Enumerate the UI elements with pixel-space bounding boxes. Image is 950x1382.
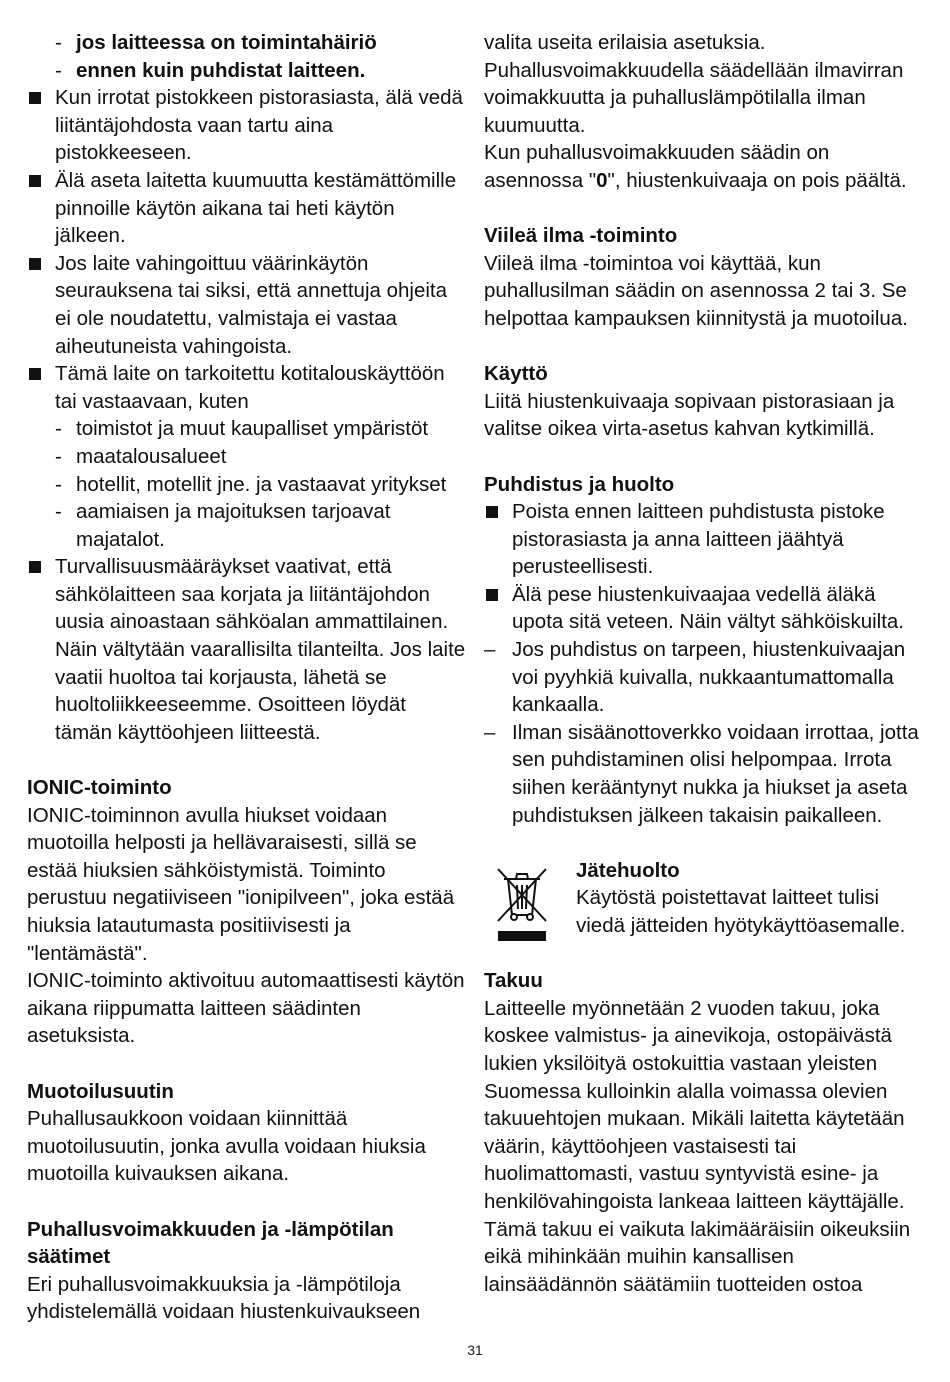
square-bullet-icon	[29, 92, 41, 104]
bullet-item	[27, 84, 467, 167]
sub-item-text: hotellit, motellit jne. ja vastaavat yritykset	[76, 472, 447, 496]
paragraph: Puhallusvoimakkuudella säädellään ilmavirran voimakkuutta ja puhalluslämpötilalla ilman kuumuutta.	[484, 58, 904, 137]
sub-item	[27, 471, 467, 499]
bullet-text: Älä pese hiustenkuivaajaa vedellä äläkä upota sitä veteen. Näin vältyt sähköiskuilta.	[512, 582, 904, 634]
dash-bullet: -	[55, 417, 62, 441]
dash-item-text: Ilman sisäänottoverkko voidaan irrottaa, jotta sen puhdistaminen olisi helpompaa. Irrota siihen kerääntynyt nukka ja hiukset ja aseta puhdistuksen jälkeen takaisin paikalleen.	[512, 720, 919, 827]
section-heading-waste: Jätehuolto	[576, 858, 680, 882]
sub-item-text: maatalousalueet	[76, 444, 227, 468]
paragraph: Viileä ilma -toimintoa voi käyttää, kun puhallusilman säädin on asennossa 2 tai 3. Se helpottaa kampauksen kiinnitystä ja muotoilua.	[484, 251, 908, 330]
sub-item	[27, 498, 467, 553]
dash-item	[484, 719, 924, 829]
paragraph: Liitä hiustenkuivaaja sopivaan pistorasiaan ja valitse oikea virta-asetus kahvan kytkimillä.	[484, 389, 895, 441]
page-number: 31	[467, 1342, 483, 1358]
square-bullet-icon	[29, 258, 41, 270]
setting-value: 0	[596, 168, 608, 192]
bullet-text: Älä aseta laitetta kuumuutta kestämättömille pinnoille käytön aikana tai heti käytön jälkeen.	[55, 168, 457, 248]
paragraph: IONIC-toiminnon avulla hiukset voidaan muotoilla helposti ja hellävaraisesti, sillä se estää hiuksien sähköistymistä. Toiminto perustuu negatiiviseen "ionipilveen", joka estää hiuksia latautumasta positiivisesti ja "lentämästä".	[27, 803, 455, 965]
bullet-item	[484, 581, 924, 636]
sub-item	[27, 57, 467, 85]
sub-item-text: aamiaisen ja majoituksen tarjoavat majatalot.	[76, 500, 391, 551]
paragraph: IONIC-toiminto aktivoituu automaattisesti käytön aikana riippumatta laitteen säädinten asetuksista.	[27, 969, 465, 1048]
left-column	[27, 29, 467, 1326]
bullet-item	[27, 167, 467, 250]
sub-item	[27, 415, 467, 443]
bullet-text: Kun irrotat pistokkeen pistorasiasta, älä vedä liitäntäjohdosta vaan tartu aina pistokkeeseen.	[55, 86, 463, 165]
square-bullet-icon	[29, 561, 41, 573]
section-heading-cool-air: Viileä ilma -toiminto	[484, 224, 678, 248]
paragraph	[484, 139, 924, 194]
bullet-item	[484, 498, 924, 581]
dash-item-text: Jos puhdistus on tarpeen, hiustenkuivaajan voi pyyhkiä kuivalla, nukkaantumattomalla kankaalla.	[512, 638, 906, 717]
paragraph: Puhallusaukkoon voidaan kiinnittää muotoilusuutin, jonka avulla voidaan hiuksia muotoilla kuivauksen aikana.	[27, 1107, 426, 1186]
dash-item	[484, 636, 924, 719]
bullet-item	[27, 553, 467, 746]
square-bullet-icon	[486, 589, 498, 601]
dash-bullet: -	[55, 472, 62, 496]
sub-item-text: ennen kuin puhdistat laitteen.	[76, 58, 366, 82]
bullet-text: Turvallisuusmääräykset vaativat, että sähkölaitteen saa korjata ja liitäntäjohdon uusia ainoastaan sähköalan ammattilainen. Näin vältytään vaarallisilta tilanteilta. Jos laite vaatii huoltoa tai korjausta, lähetä se huoltoliikkeeseemme. Osoitteen löydät tämän käyttöohjeen liitteestä.	[55, 555, 466, 744]
paragraph: valita useita erilaisia asetuksia.	[484, 31, 766, 54]
sub-item	[27, 29, 467, 57]
sub-item-text: jos laitteessa on toimintahäiriö	[76, 31, 377, 54]
square-bullet-icon	[29, 368, 41, 380]
paragraph: Käytöstä poistettavat laitteet tulisi viedä jätteiden hyötykäyttöasemalle.	[576, 886, 906, 937]
section-heading-controls: Puhallusvoimakkuuden ja -lämpötilan säätimet	[27, 1217, 394, 1269]
paragraph: Eri puhallusvoimakkuuksia ja -lämpötiloja yhdistelemällä voidaan hiustenkuivaukseen	[27, 1272, 421, 1324]
text-span: Kun puhallusvoimakkuuden säädin on asennossa "	[484, 141, 830, 192]
crossed-out-wheelie-bin-icon	[494, 863, 550, 943]
dash-bullet: -	[55, 31, 62, 54]
dash-bullet: –	[484, 638, 496, 662]
bullet-text: Tämä laite on tarkoitettu kotitalouskäyttöön tai vastaavaan, kuten	[55, 362, 445, 413]
paragraph: Laitteelle myönnetään 2 vuoden takuu, joka koskee valmistus- ja ainevikoja, ostopäivästä lukien yksilöityä ostokuittia vastaan yleisten Suomessa kulloinkin alalla voimassa olevien takuuehtojen mukaan. Mikäli laitetta käytetään väärin, käyttöohjeen vastaisesti tai huolimattomasti, vastuu syntyvistä esine- ja henkilövahingoista lankeaa laitteen käyttäjälle. Tämä takuu ei vaikuta lakimääräisiin oikeuksiin eikä mihinkään muihin kansallisen lainsäädännön säätämiin tuotteiden ostoa	[484, 996, 911, 1296]
bullet-text: Jos laite vahingoittuu väärinkäytön seurauksena tai siksi, että annettuja ohjeita ei ole noudatettu, valmistaja ei vastaa aiheutuneista vahingoista.	[55, 251, 448, 358]
bullet-item	[27, 250, 467, 360]
square-bullet-icon	[486, 506, 498, 518]
dash-bullet: -	[55, 444, 62, 468]
text-span: ", hiustenkuivaaja on pois päältä.	[607, 168, 907, 192]
section-heading-nozzle: Muotoilusuutin	[27, 1079, 174, 1103]
bullet-item	[27, 360, 467, 415]
section-heading-warranty: Takuu	[484, 969, 543, 993]
dash-bullet: -	[55, 500, 62, 524]
section-heading-cleaning: Puhdistus ja huolto	[484, 472, 675, 496]
sub-item	[27, 443, 467, 471]
sub-item-text: toimistot ja muut kaupalliset ympäristöt	[76, 417, 429, 441]
dash-bullet: -	[55, 58, 62, 82]
section-heading-usage: Käyttö	[484, 362, 548, 386]
right-column	[484, 29, 924, 1298]
bullet-text: Poista ennen laitteen puhdistusta pistoke pistorasiasta ja anna laitteen jäähtyä perusteellisesti.	[512, 500, 885, 579]
waste-section	[484, 857, 924, 940]
square-bullet-icon	[29, 175, 41, 187]
dash-bullet: –	[484, 720, 496, 744]
section-heading-ionic: IONIC-toiminto	[27, 776, 172, 800]
